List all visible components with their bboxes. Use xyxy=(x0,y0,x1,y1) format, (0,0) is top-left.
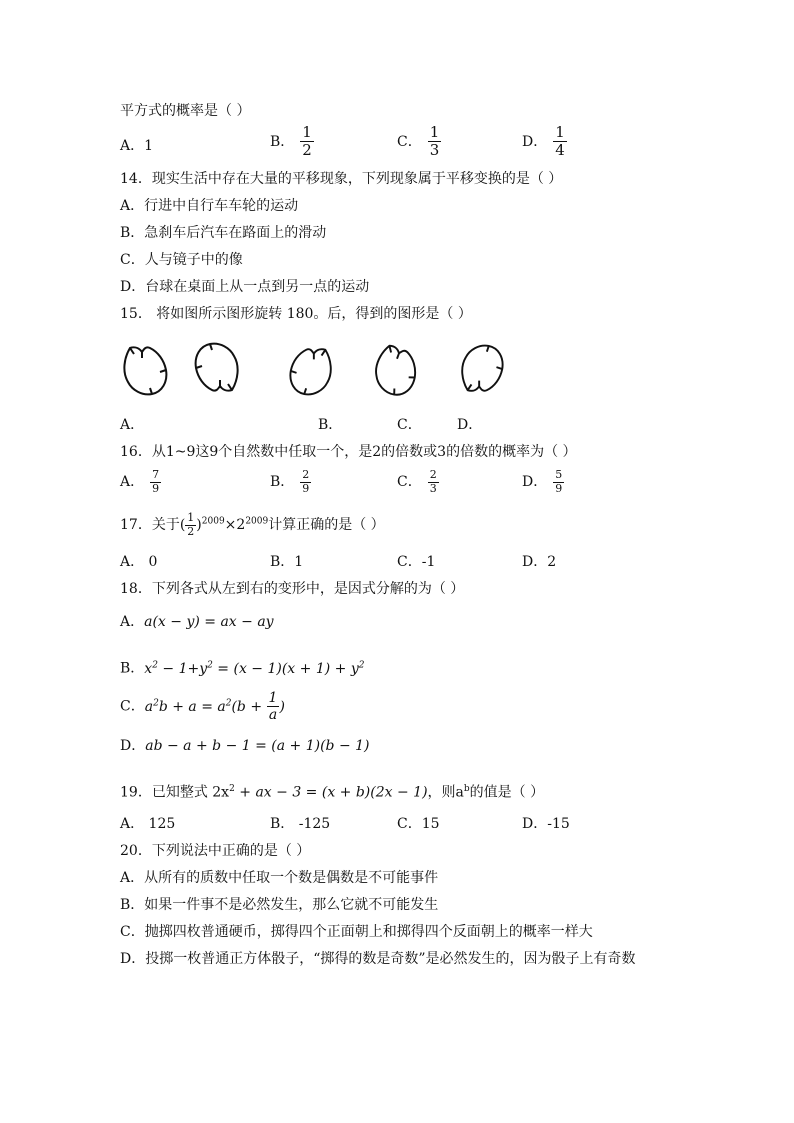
q18-c-right: ) xyxy=(279,698,285,715)
q16-option-d xyxy=(522,469,564,495)
q14-option-a: A．行进中自行车车轮的运动 xyxy=(120,198,299,214)
q18-c-left3: (b + xyxy=(231,698,267,715)
q18-b-exp-b: 2 xyxy=(207,660,213,670)
q13-option-d-num: 1 xyxy=(555,123,565,141)
q16-option-a-label: A． xyxy=(120,474,145,491)
q17-fraction xyxy=(185,512,196,538)
q15-label-d: D． xyxy=(457,417,483,433)
q15-option-b-figure xyxy=(285,342,335,398)
q17-option-a: A． 0 xyxy=(120,554,158,570)
q14-option-c: C．人与镜子中的像 xyxy=(120,252,243,268)
q16-option-a-fraction xyxy=(150,469,161,495)
q13-option-b xyxy=(270,124,314,160)
q16-option-c xyxy=(397,469,439,495)
q13-option-b-label: B． xyxy=(270,133,295,150)
q18-option-a-expr: a(x − y) = ax − ay xyxy=(144,614,274,630)
q15-label-a: A． xyxy=(120,417,145,433)
q19-exp1: 2 xyxy=(229,784,235,794)
q17-prefix: 17．关于 xyxy=(120,517,180,534)
q13-option-a-label: A． xyxy=(120,138,145,154)
q16-option-b-den: 9 xyxy=(302,481,310,495)
q13-option-a-value: 1 xyxy=(144,138,154,154)
q19-option-c: C．15 xyxy=(397,816,440,832)
q18-c-exp-b: 2 xyxy=(225,697,232,708)
q13-stem-tail: 平方式的概率是（ ） xyxy=(120,103,251,119)
q13-option-d-label: D． xyxy=(522,133,548,150)
q16-option-a-num: 7 xyxy=(152,468,160,481)
q18-c-left1: a xyxy=(144,698,154,715)
q13-option-a xyxy=(120,137,153,155)
q15-original-figure xyxy=(120,340,172,398)
q16-option-d-label: D． xyxy=(522,474,548,491)
q13-option-b-den: 2 xyxy=(302,141,312,160)
q18-option-c xyxy=(120,690,285,723)
q13-option-d xyxy=(522,124,567,160)
q15-stem: 15． 将如图所示图形旋转 180。后，得到的图形是（ ） xyxy=(120,306,472,322)
q18-option-a xyxy=(120,613,274,631)
q17-den: 2 xyxy=(187,524,195,538)
q16-option-b xyxy=(270,469,311,495)
q13-option-c-den: 3 xyxy=(429,141,440,160)
q13-option-b-fraction xyxy=(300,124,314,160)
q17-option-d: D．2 xyxy=(522,554,557,570)
q18-c-den: a xyxy=(268,707,278,724)
q17-option-c: C．-1 xyxy=(397,554,436,570)
q18-c-num: 1 xyxy=(268,690,278,706)
q16-option-b-label: B． xyxy=(270,474,295,491)
q15-option-d-figure xyxy=(458,342,508,398)
q16-stem: 16．从1~9这9个自然数中任取一个，是2的倍数或3的倍数的概率为（ ） xyxy=(120,444,577,460)
q13-option-c-label: C． xyxy=(397,133,422,150)
q20-option-c: C．抛掷四枚普通硬币，掷得四个正面朝上和掷得四个反面朝上的概率一样大 xyxy=(120,924,593,940)
q19-option-d: D．-15 xyxy=(522,816,570,832)
leaf-outline-icon xyxy=(190,340,242,398)
q18-option-b-expr xyxy=(144,661,364,677)
q13-option-d-fraction xyxy=(553,124,567,160)
q16-option-b-fraction xyxy=(300,469,311,495)
q16-option-d-num: 5 xyxy=(555,468,563,481)
q16-option-c-den: 3 xyxy=(429,481,437,495)
q19-mid: + ax − 3 = (x + b)(2x − 1) xyxy=(234,784,428,801)
q13-option-c xyxy=(397,124,441,160)
q18-b-part1: x xyxy=(144,660,153,677)
leaf-outline-icon xyxy=(120,340,172,398)
q14-option-b: B．急刹车后汽车在路面上的滑动 xyxy=(120,225,327,241)
q16-option-d-fraction xyxy=(553,469,564,495)
q13-option-c-num: 1 xyxy=(429,123,440,141)
q19-option-b: B． -125 xyxy=(270,816,331,832)
q17-mid: ×2 xyxy=(224,517,246,534)
q15-label-c: C． xyxy=(397,417,422,433)
q18-option-c-label: C． xyxy=(120,698,145,715)
q17-num: 1 xyxy=(187,511,195,524)
q17-exp1: 2009 xyxy=(201,516,225,527)
q16-option-a xyxy=(120,469,161,495)
q17-stem: 17．关于( $\frac{1}{2}$ )$^{2009}\times 2^{2009}$计算正确的是（ ） xyxy=(120,511,385,538)
q18-c-fraction xyxy=(267,690,280,723)
q13-option-c-fraction xyxy=(428,124,442,160)
q18-b-part2: − 1+y xyxy=(157,660,208,677)
q20-option-b: B．如果一件事不是必然发生，那么它就不可能发生 xyxy=(120,897,439,913)
q18-option-b xyxy=(120,656,364,678)
q18-option-d xyxy=(120,737,370,755)
q20-stem: 20．下列说法中正确的是（ ） xyxy=(120,843,311,859)
q19-stem xyxy=(120,780,544,802)
q19-suffix: 的值是（ ） xyxy=(469,784,545,801)
q18-option-d-expr: ab − a + b − 1 = (a + 1)(b − 1) xyxy=(145,738,370,754)
q15-option-a-figure xyxy=(190,340,242,398)
q19-option-a: A． 125 xyxy=(120,816,176,832)
q18-option-b-label: B． xyxy=(120,660,145,677)
q15-option-c-figure xyxy=(372,342,422,398)
q18-b-part3: = (x − 1)(x + 1) + y xyxy=(212,660,359,677)
q16-option-a-den: 9 xyxy=(152,481,160,495)
leaf-outline-icon xyxy=(372,342,422,398)
q18-b-exp-c: 2 xyxy=(358,660,365,670)
q19-exp2: b xyxy=(463,784,470,794)
q20-option-d: D．投掷一枚普通正方体骰子，“掷得的数是奇数”是必然发生的，因为骰子上有奇数 xyxy=(120,951,636,967)
q14-stem: 14．现实生活中存在大量的平移现象，下列现象属于平移变换的是（ ） xyxy=(120,171,563,187)
q14-option-d: D．台球在桌面上从一点到另一点的运动 xyxy=(120,279,370,295)
q18-option-c-expr xyxy=(144,690,285,724)
q13-option-d-den: 4 xyxy=(555,141,565,160)
q18-c-left2: b + a = a xyxy=(158,698,226,715)
q15-label-b: B． xyxy=(318,417,343,433)
q18-option-d-label: D． xyxy=(120,738,146,754)
q17-exp2: 2009 xyxy=(245,516,269,527)
q18-stem: 18．下列各式从左到右的变形中，是因式分解的为（ ） xyxy=(120,581,465,597)
q18-option-a-label: A． xyxy=(120,614,145,630)
q18-b-exp-a: 2 xyxy=(152,660,158,670)
q17-option-b: B．1 xyxy=(270,554,304,570)
q16-option-c-fraction xyxy=(428,469,439,495)
q17-suffix: 计算正确的是（ ） xyxy=(268,517,385,534)
q16-option-c-num: 2 xyxy=(429,468,437,481)
leaf-outline-icon xyxy=(458,342,508,398)
q19-suffix-pre: ，则a xyxy=(427,784,464,801)
q16-option-d-den: 9 xyxy=(555,481,563,495)
q19-prefix: 19．已知整式 2x xyxy=(120,784,230,801)
leaf-outline-icon xyxy=(285,342,335,398)
q16-option-b-num: 2 xyxy=(302,468,310,481)
q20-option-a: A．从所有的质数中任取一个数是偶数是不可能事件 xyxy=(120,870,439,886)
q18-c-exp-a: 2 xyxy=(153,697,159,708)
q16-option-c-label: C． xyxy=(397,474,422,491)
q13-option-b-num: 1 xyxy=(302,123,312,141)
